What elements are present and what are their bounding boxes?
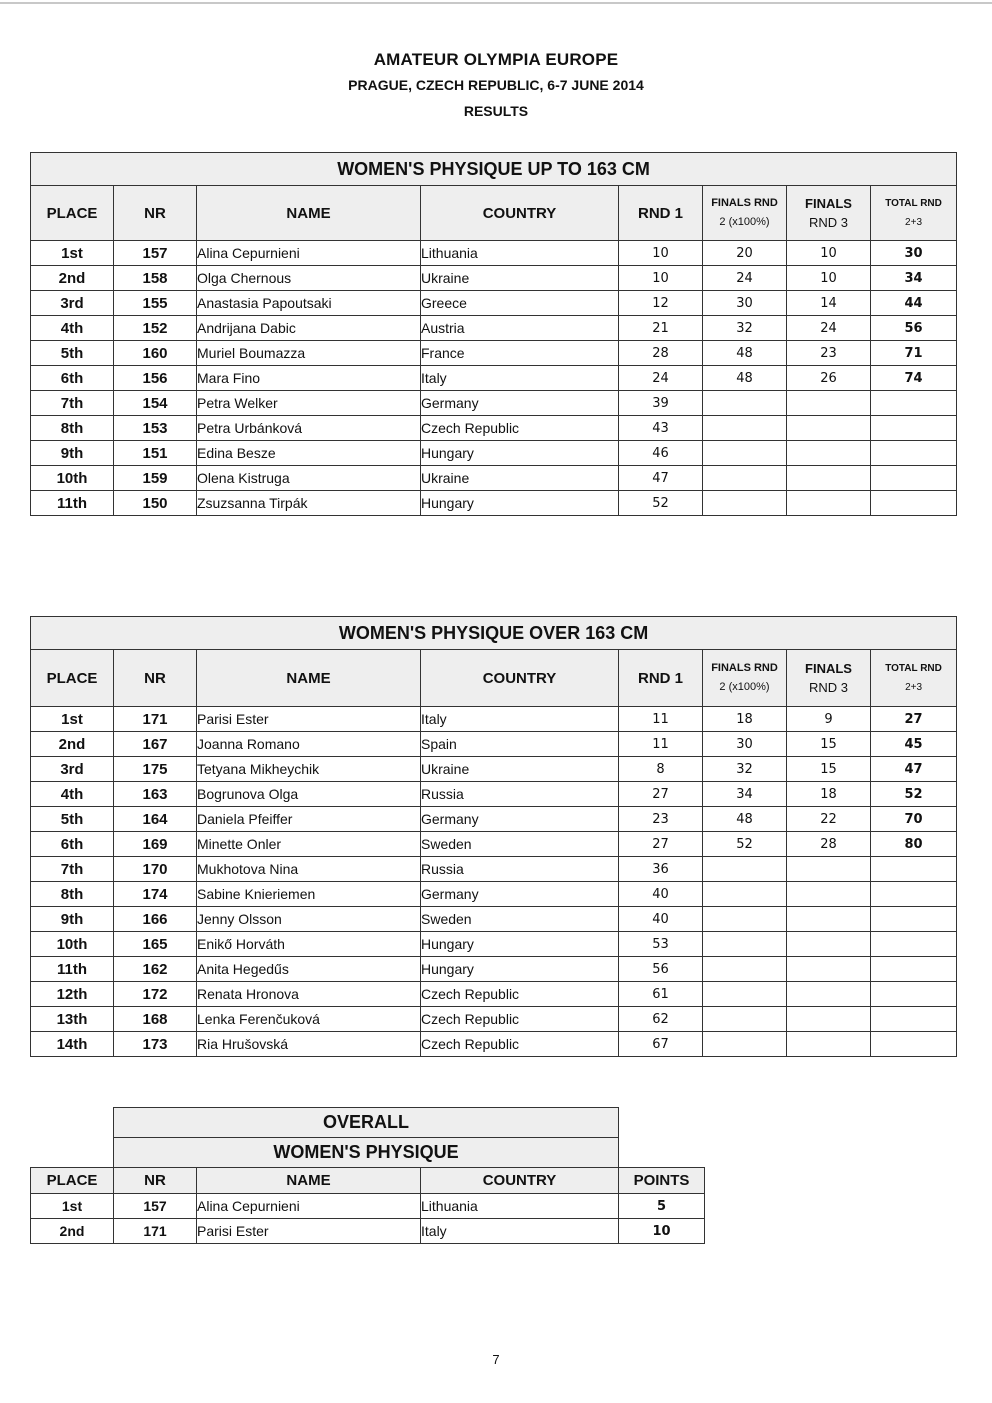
name-cell: Lenka Ferenčuková <box>197 1007 421 1032</box>
number-cell: 166 <box>114 907 197 932</box>
place-cell: 12th <box>31 982 114 1007</box>
total-cell <box>871 882 957 907</box>
rnd1-cell: 61 <box>619 982 703 1007</box>
rnd3-cell: 23 <box>787 341 871 366</box>
number-cell: 157 <box>114 1194 197 1219</box>
rnd3-cell: 18 <box>787 782 871 807</box>
rnd1-cell: 46 <box>619 441 703 466</box>
total-cell <box>871 932 957 957</box>
table-row <box>31 1007 957 1032</box>
name-cell: Renata Hronova <box>197 982 421 1007</box>
total-cell: 52 <box>871 782 957 807</box>
rnd2-cell: 32 <box>703 757 787 782</box>
number-cell: 174 <box>114 882 197 907</box>
name-cell: Anastasia Papoutsaki <box>197 291 421 316</box>
table-row <box>31 491 957 516</box>
rnd2-cell: 52 <box>703 832 787 857</box>
country-cell: Sweden <box>421 907 619 932</box>
number-cell: 167 <box>114 732 197 757</box>
table-row <box>31 807 957 832</box>
total-cell: 27 <box>871 707 957 732</box>
blank-cell <box>619 1138 705 1168</box>
country-cell: Russia <box>421 782 619 807</box>
country-cell: Italy <box>421 366 619 391</box>
number-cell: 156 <box>114 366 197 391</box>
country-cell: Italy <box>421 1219 619 1244</box>
col-finals-rnd2-line1: FINALS RND <box>711 662 778 674</box>
total-cell: 80 <box>871 832 957 857</box>
table-row <box>31 391 957 416</box>
name-cell: Parisi Ester <box>197 1219 421 1244</box>
name-cell: Jenny Olsson <box>197 907 421 932</box>
table-row <box>31 732 957 757</box>
table-row <box>31 341 957 366</box>
name-cell: Joanna Romano <box>197 732 421 757</box>
table-row <box>31 832 957 857</box>
rnd1-cell: 8 <box>619 757 703 782</box>
number-cell: 151 <box>114 441 197 466</box>
rnd2-cell <box>703 466 787 491</box>
rnd2-cell: 24 <box>703 266 787 291</box>
points-cell: 5 <box>619 1194 705 1219</box>
rnd3-cell <box>787 857 871 882</box>
total-cell <box>871 907 957 932</box>
place-cell: 3rd <box>31 757 114 782</box>
rnd2-cell <box>703 982 787 1007</box>
country-cell: Czech Republic <box>421 1032 619 1057</box>
place-cell: 2nd <box>31 266 114 291</box>
col-name: NAME <box>197 650 421 707</box>
rnd1-cell: 36 <box>619 857 703 882</box>
col-finals-rnd3-line2: RND 3 <box>808 215 848 230</box>
place-cell: 6th <box>31 832 114 857</box>
rnd1-cell: 40 <box>619 882 703 907</box>
rnd3-cell: 15 <box>787 732 871 757</box>
col-country: COUNTRY <box>421 186 619 241</box>
number-cell: 170 <box>114 857 197 882</box>
rnd3-cell: 26 <box>787 366 871 391</box>
number-cell: 171 <box>114 707 197 732</box>
rnd2-cell: 32 <box>703 316 787 341</box>
rnd3-cell <box>787 882 871 907</box>
table-row <box>31 291 957 316</box>
rnd3-cell <box>787 932 871 957</box>
rnd3-cell <box>787 907 871 932</box>
col-total-line1: TOTAL RND <box>885 198 942 209</box>
col-rnd1: RND 1 <box>619 186 703 241</box>
col-nr: NR <box>114 650 197 707</box>
col-points: POINTS <box>619 1168 705 1194</box>
name-cell: Tetyana Mikheychik <box>197 757 421 782</box>
document-title: AMATEUR OLYMPIA EUROPE <box>373 50 619 69</box>
total-cell <box>871 857 957 882</box>
place-cell: 1st <box>31 707 114 732</box>
col-finals-rnd3-line2: RND 3 <box>808 680 848 695</box>
col-total-line1: TOTAL RND <box>885 663 942 674</box>
rnd1-cell: 23 <box>619 807 703 832</box>
rnd2-cell: 30 <box>703 291 787 316</box>
total-cell <box>871 957 957 982</box>
rnd1-cell: 28 <box>619 341 703 366</box>
col-finals-rnd2-line1: FINALS RND <box>711 197 778 209</box>
col-country: COUNTRY <box>421 1168 619 1194</box>
rnd3-cell: 22 <box>787 807 871 832</box>
rnd1-cell: 12 <box>619 291 703 316</box>
place-cell: 4th <box>31 782 114 807</box>
blank-cell <box>31 1138 114 1168</box>
name-cell: Edina Besze <box>197 441 421 466</box>
rnd3-cell: 28 <box>787 832 871 857</box>
col-finals-rnd2-line2: 2 (x100%) <box>719 681 770 693</box>
rnd2-cell: 18 <box>703 707 787 732</box>
rnd1-cell: 39 <box>619 391 703 416</box>
rnd1-cell: 27 <box>619 832 703 857</box>
place-cell: 10th <box>31 932 114 957</box>
place-cell: 2nd <box>31 1219 114 1244</box>
rnd3-cell: 15 <box>787 757 871 782</box>
number-cell: 173 <box>114 1032 197 1057</box>
table-row <box>31 416 957 441</box>
country-cell: Hungary <box>421 441 619 466</box>
table-row <box>31 266 957 291</box>
table-row <box>31 782 957 807</box>
total-cell <box>871 416 957 441</box>
table-row <box>31 957 957 982</box>
column-header-row <box>31 1168 705 1194</box>
rnd1-cell: 11 <box>619 732 703 757</box>
rnd1-cell: 11 <box>619 707 703 732</box>
name-cell: Alina Cepurnieni <box>197 1194 421 1219</box>
rnd3-cell: 9 <box>787 707 871 732</box>
col-finals-rnd3 <box>787 650 871 707</box>
rnd1-cell: 56 <box>619 957 703 982</box>
place-cell: 5th <box>31 807 114 832</box>
place-cell: 3rd <box>31 291 114 316</box>
name-cell: Sabine Knieriemen <box>197 882 421 907</box>
rnd3-cell <box>787 982 871 1007</box>
rnd2-cell <box>703 882 787 907</box>
rnd2-cell <box>703 391 787 416</box>
rnd3-cell: 24 <box>787 316 871 341</box>
name-cell: Zsuzsanna Tirpák <box>197 491 421 516</box>
event-location-date: PRAGUE, CZECH REPUBLIC, 6-7 JUNE 2014 <box>348 77 644 93</box>
name-cell: Mara Fino <box>197 366 421 391</box>
country-cell: Hungary <box>421 932 619 957</box>
number-cell: 157 <box>114 241 197 266</box>
rnd1-cell: 24 <box>619 366 703 391</box>
rnd1-cell: 43 <box>619 416 703 441</box>
col-finals-rnd2-line2: 2 (x100%) <box>719 216 770 228</box>
name-cell: Bogrunova Olga <box>197 782 421 807</box>
category-title: WOMEN'S PHYSIQUE UP TO 163 CM <box>31 153 957 186</box>
col-nr: NR <box>114 186 197 241</box>
rnd3-cell: 14 <box>787 291 871 316</box>
country-cell: Lithuania <box>421 1194 619 1219</box>
rnd3-cell <box>787 1007 871 1032</box>
place-cell: 13th <box>31 1007 114 1032</box>
rnd3-cell <box>787 491 871 516</box>
total-cell: 70 <box>871 807 957 832</box>
country-cell: Sweden <box>421 832 619 857</box>
rnd2-cell: 48 <box>703 807 787 832</box>
country-cell: Germany <box>421 807 619 832</box>
rnd2-cell <box>703 491 787 516</box>
place-cell: 7th <box>31 391 114 416</box>
place-cell: 14th <box>31 1032 114 1057</box>
col-total <box>871 186 957 241</box>
blank-cell <box>31 1108 114 1138</box>
place-cell: 11th <box>31 491 114 516</box>
total-cell: 34 <box>871 266 957 291</box>
country-cell: Lithuania <box>421 241 619 266</box>
column-header-row <box>31 186 957 241</box>
total-cell <box>871 1007 957 1032</box>
country-cell: Spain <box>421 732 619 757</box>
col-total-line2: 2+3 <box>905 682 923 693</box>
total-cell <box>871 441 957 466</box>
column-header-row <box>31 650 957 707</box>
number-cell: 165 <box>114 932 197 957</box>
country-cell: Germany <box>421 882 619 907</box>
table-row <box>31 932 957 957</box>
place-cell: 6th <box>31 366 114 391</box>
country-cell: Ukraine <box>421 466 619 491</box>
country-cell: Germany <box>421 391 619 416</box>
rnd2-cell <box>703 416 787 441</box>
rnd1-cell: 27 <box>619 782 703 807</box>
rnd2-cell: 34 <box>703 782 787 807</box>
col-name: NAME <box>197 1168 421 1194</box>
rnd3-cell <box>787 391 871 416</box>
number-cell: 162 <box>114 957 197 982</box>
page-number: 7 <box>492 1352 500 1367</box>
col-finals-rnd2 <box>703 186 787 241</box>
name-cell: Olena Kistruga <box>197 466 421 491</box>
number-cell: 172 <box>114 982 197 1007</box>
total-cell: 44 <box>871 291 957 316</box>
country-cell: Greece <box>421 291 619 316</box>
rnd1-cell: 10 <box>619 241 703 266</box>
number-cell: 154 <box>114 391 197 416</box>
results-table-over-163 <box>30 616 957 1057</box>
col-finals-rnd3-line1: FINALS <box>805 196 852 211</box>
place-cell: 10th <box>31 466 114 491</box>
col-place: PLACE <box>31 650 114 707</box>
total-cell <box>871 1032 957 1057</box>
top-rule <box>0 2 992 4</box>
name-cell: Enikő Horváth <box>197 932 421 957</box>
number-cell: 152 <box>114 316 197 341</box>
col-name: NAME <box>197 186 421 241</box>
results-table-up-to-163 <box>30 152 957 516</box>
total-cell: 47 <box>871 757 957 782</box>
country-cell: Czech Republic <box>421 416 619 441</box>
col-nr: NR <box>114 1168 197 1194</box>
rnd2-cell <box>703 441 787 466</box>
number-cell: 158 <box>114 266 197 291</box>
rnd3-cell <box>787 441 871 466</box>
col-finals-rnd3 <box>787 186 871 241</box>
category-title: WOMEN'S PHYSIQUE OVER 163 CM <box>31 617 957 650</box>
rnd2-cell: 30 <box>703 732 787 757</box>
place-cell: 1st <box>31 241 114 266</box>
rnd2-cell <box>703 957 787 982</box>
country-cell: Austria <box>421 316 619 341</box>
rnd3-cell <box>787 957 871 982</box>
place-cell: 9th <box>31 441 114 466</box>
number-cell: 160 <box>114 341 197 366</box>
table-row <box>31 907 957 932</box>
rnd1-cell: 62 <box>619 1007 703 1032</box>
number-cell: 171 <box>114 1219 197 1244</box>
table-row <box>31 882 957 907</box>
table-row <box>31 316 957 341</box>
rnd1-cell: 67 <box>619 1032 703 1057</box>
results-heading: RESULTS <box>463 103 529 119</box>
total-cell <box>871 982 957 1007</box>
col-finals-rnd3-line1: FINALS <box>805 661 852 676</box>
col-rnd1: RND 1 <box>619 650 703 707</box>
place-cell: 1st <box>31 1194 114 1219</box>
rnd2-cell <box>703 1007 787 1032</box>
total-cell <box>871 491 957 516</box>
name-cell: Daniela Pfeiffer <box>197 807 421 832</box>
name-cell: Alina Cepurnieni <box>197 241 421 266</box>
number-cell: 168 <box>114 1007 197 1032</box>
place-cell: 2nd <box>31 732 114 757</box>
col-place: PLACE <box>31 1168 114 1194</box>
name-cell: Andrijana Dabic <box>197 316 421 341</box>
country-cell: Czech Republic <box>421 1007 619 1032</box>
col-country: COUNTRY <box>421 650 619 707</box>
rnd2-cell <box>703 1032 787 1057</box>
place-cell: 8th <box>31 416 114 441</box>
rnd2-cell: 48 <box>703 341 787 366</box>
place-cell: 5th <box>31 341 114 366</box>
number-cell: 164 <box>114 807 197 832</box>
total-cell: 45 <box>871 732 957 757</box>
col-total <box>871 650 957 707</box>
table-row <box>31 1032 957 1057</box>
place-cell: 4th <box>31 316 114 341</box>
country-cell: Ukraine <box>421 757 619 782</box>
name-cell: Parisi Ester <box>197 707 421 732</box>
country-cell: Ukraine <box>421 266 619 291</box>
name-cell: Petra Welker <box>197 391 421 416</box>
overall-category: WOMEN'S PHYSIQUE <box>114 1138 619 1168</box>
rnd1-cell: 53 <box>619 932 703 957</box>
rnd3-cell: 10 <box>787 241 871 266</box>
name-cell: Ria Hrušovská <box>197 1032 421 1057</box>
country-cell: France <box>421 341 619 366</box>
rnd2-cell <box>703 907 787 932</box>
overall-results-table <box>30 1107 705 1244</box>
blank-cell <box>619 1108 705 1138</box>
rnd1-cell: 47 <box>619 466 703 491</box>
total-cell: 74 <box>871 366 957 391</box>
number-cell: 175 <box>114 757 197 782</box>
rnd1-cell: 40 <box>619 907 703 932</box>
number-cell: 163 <box>114 782 197 807</box>
total-cell: 56 <box>871 316 957 341</box>
rnd1-cell: 10 <box>619 266 703 291</box>
country-cell: Italy <box>421 707 619 732</box>
place-cell: 9th <box>31 907 114 932</box>
number-cell: 155 <box>114 291 197 316</box>
table-row <box>31 1194 705 1219</box>
total-cell <box>871 391 957 416</box>
country-cell: Hungary <box>421 957 619 982</box>
total-cell <box>871 466 957 491</box>
number-cell: 159 <box>114 466 197 491</box>
table-row <box>31 757 957 782</box>
number-cell: 153 <box>114 416 197 441</box>
table-row <box>31 466 957 491</box>
rnd2-cell <box>703 857 787 882</box>
table-row <box>31 441 957 466</box>
place-cell: 11th <box>31 957 114 982</box>
name-cell: Mukhotova Nina <box>197 857 421 882</box>
table-row <box>31 366 957 391</box>
col-finals-rnd2 <box>703 650 787 707</box>
name-cell: Anita Hegedűs <box>197 957 421 982</box>
name-cell: Petra Urbánková <box>197 416 421 441</box>
overall-title: OVERALL <box>114 1108 619 1138</box>
place-cell: 8th <box>31 882 114 907</box>
table-row <box>31 982 957 1007</box>
table-row <box>31 707 957 732</box>
table-row <box>31 857 957 882</box>
rnd3-cell <box>787 1032 871 1057</box>
country-cell: Russia <box>421 857 619 882</box>
place-cell: 7th <box>31 857 114 882</box>
number-cell: 169 <box>114 832 197 857</box>
country-cell: Hungary <box>421 491 619 516</box>
rnd2-cell: 20 <box>703 241 787 266</box>
rnd2-cell <box>703 932 787 957</box>
points-cell: 10 <box>619 1219 705 1244</box>
table-row <box>31 1219 705 1244</box>
rnd3-cell: 10 <box>787 266 871 291</box>
name-cell: Muriel Boumazza <box>197 341 421 366</box>
total-cell: 71 <box>871 341 957 366</box>
table-row <box>31 241 957 266</box>
rnd3-cell <box>787 466 871 491</box>
rnd3-cell <box>787 416 871 441</box>
rnd1-cell: 52 <box>619 491 703 516</box>
col-total-line2: 2+3 <box>905 217 923 228</box>
col-place: PLACE <box>31 186 114 241</box>
country-cell: Czech Republic <box>421 982 619 1007</box>
number-cell: 150 <box>114 491 197 516</box>
rnd2-cell: 48 <box>703 366 787 391</box>
name-cell: Minette Onler <box>197 832 421 857</box>
name-cell: Olga Chernous <box>197 266 421 291</box>
rnd1-cell: 21 <box>619 316 703 341</box>
total-cell: 30 <box>871 241 957 266</box>
